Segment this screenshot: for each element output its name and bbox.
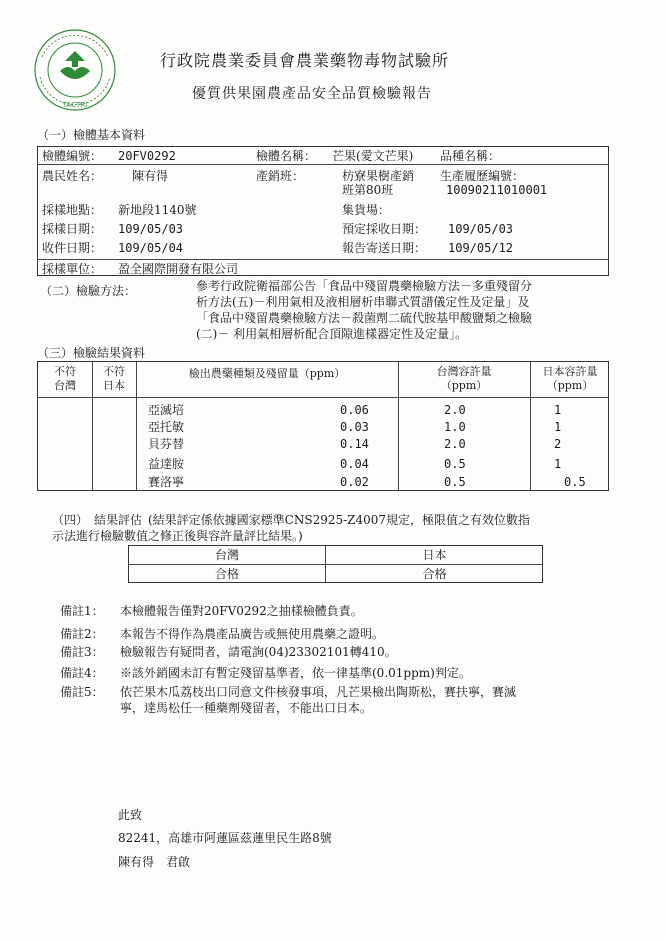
residue-value: 0.14 <box>340 437 369 451</box>
note-text: 本報告不得作為農產品廣告或無使用農藥之證明。 <box>120 627 385 641</box>
tw-limit: 2.0 <box>444 437 466 451</box>
group-line2: 班第80班 <box>342 183 394 197</box>
note-label: 備註2： <box>60 627 104 641</box>
note-label: 備註5： <box>60 685 104 699</box>
jp-limit: 2 <box>554 437 562 451</box>
method-line3: 「食品中殘留農藥檢驗方法－殺菌劑二硫代胺基甲酸鹽類之檢驗 <box>196 311 533 325</box>
jp-limit: 0.5 <box>564 475 586 489</box>
trace-label: 生產履歷編號： <box>440 169 525 183</box>
logo-ring-text: 行政院農業委員會農業藥物毒物試驗所 <box>124 30 141 31</box>
sample-info-table <box>37 146 609 276</box>
evaluation-table <box>128 545 543 583</box>
note-text: ※該外銷國未訂有暫定殘留基準者，依一律基準(0.01ppm)判定。 <box>120 666 471 680</box>
expected-date-label: 預定採收日期： <box>342 222 427 236</box>
col-jp-limit-1: 日本容許量 <box>542 365 598 378</box>
organization-title: 行政院農業委員會農業藥物毒物試驗所 <box>160 51 450 70</box>
sample-no-label: 檢體編號： <box>42 149 103 163</box>
report-title: 優質供果園農產品安全品質檢驗報告 <box>192 86 432 102</box>
method-line1: 參考行政院衛福部公告「食品中殘留農藥檢驗方法－多重殘留分 <box>196 279 533 293</box>
report-date: 109/05/12 <box>448 241 514 255</box>
variety-label: 品種名稱： <box>440 149 501 163</box>
note-text-cont: 寧，達馬松任一種藥劑殘留者，不能出口日本。 <box>120 701 373 715</box>
divider <box>38 259 608 260</box>
received-date: 109/05/04 <box>118 241 184 255</box>
jp-limit: 1 <box>554 403 562 417</box>
report-date-label: 報告寄送日期： <box>342 241 427 255</box>
sampling-unit: 盈全國際開發有限公司 <box>118 262 239 276</box>
location: 新地段1140號 <box>118 203 197 217</box>
tw-limit: 2.0 <box>444 403 466 417</box>
pesticide-name: 亞托敏 <box>148 420 185 434</box>
col-tw-limit-2: （ppm） <box>440 379 488 392</box>
tactri-logo-icon <box>32 27 118 113</box>
group-line1: 枋寮果樹產銷 <box>342 169 415 183</box>
jp-limit: 1 <box>554 457 562 471</box>
col-jp-limit-2: （ppm） <box>546 379 594 392</box>
section4-heading: （四） 結果評估 <box>52 513 143 527</box>
expected-date: 109/05/03 <box>448 222 514 236</box>
note-label: 備註4： <box>60 666 104 680</box>
recipient-address: 82241，高雄市阿蓮區茲蓮里民生路8號 <box>118 831 332 845</box>
farmer-name: 陳有得 <box>132 169 169 183</box>
col-fail-jp-2: 日本 <box>103 379 125 392</box>
sample-name: 芒果(愛文芒果) <box>332 149 414 163</box>
eval-col-japan: 日本 <box>422 548 447 562</box>
location-label: 採樣地點： <box>42 203 103 217</box>
pesticide-name: 貝芬替 <box>148 437 185 451</box>
pesticide-name: 益達胺 <box>148 457 185 471</box>
tw-limit: 0.5 <box>444 475 466 489</box>
results-table <box>37 361 609 491</box>
recipient-name: 陳有得 君啟 <box>118 855 191 869</box>
sample-no: 20FV0292 <box>118 149 176 163</box>
section1-heading: （一）檢體基本資料 <box>37 128 146 142</box>
market-label: 集貨場： <box>342 203 391 217</box>
divider <box>38 164 608 165</box>
residue-value: 0.02 <box>340 475 369 489</box>
col-pesticide: 檢出農藥種類及殘留量（ppm） <box>188 367 346 380</box>
note-text: 本檢體報告僅對20FV0292之抽樣檢體負責。 <box>120 604 363 618</box>
col-fail-tw-2: 台灣 <box>54 379 76 392</box>
eval-col-taiwan: 台灣 <box>214 548 239 562</box>
divider <box>38 397 608 398</box>
col-tw-limit-1: 台灣容許量 <box>436 365 492 378</box>
note-text: 檢驗報告有疑問者，請電詢(04)23302101轉410。 <box>120 645 397 659</box>
evaluation-line2: 示法進行檢驗數值之修正後與容許量評比結果。) <box>52 529 303 543</box>
pesticide-name: 賽洛寧 <box>148 475 185 489</box>
sample-name-label: 檢體名稱： <box>256 149 317 163</box>
tw-limit: 0.5 <box>444 457 466 471</box>
sampling-date-label: 採樣日期： <box>42 222 103 236</box>
jp-limit: 1 <box>554 420 562 434</box>
trace-number: 10090211010001 <box>446 183 548 197</box>
method-line2: 析方法(五)－利用氣相及液相層析串聯式質譜儀定性及定量」及 <box>196 295 530 309</box>
note-label: 備註1： <box>60 604 104 618</box>
col-fail-jp-1: 不符 <box>103 365 125 378</box>
sampling-date: 109/05/03 <box>118 222 184 236</box>
eval-result-taiwan: 合格 <box>214 567 239 581</box>
divider <box>129 564 542 565</box>
residue-value: 0.04 <box>340 457 369 471</box>
col-fail-tw-1: 不符 <box>54 365 76 378</box>
divider <box>136 362 137 490</box>
section3-heading: （三）檢驗結果資料 <box>37 346 146 360</box>
residue-value: 0.06 <box>340 403 369 417</box>
eval-result-japan: 合格 <box>422 567 447 581</box>
residue-value: 0.03 <box>340 420 369 434</box>
section2-heading: （二）檢驗方法： <box>40 284 137 298</box>
note-label: 備註3： <box>60 645 104 659</box>
note-text: 依芒果木瓜荔枝出口同意文件核發事項，凡芒果檢出陶斯松，賽扶寧，賽滅 <box>120 685 517 699</box>
method-line4: (二)－ 利用氣相層析配合頂隙進樣器定性及定量」。 <box>196 327 468 341</box>
group-label: 產銷班： <box>256 169 305 183</box>
logo-abbr: TACTRI <box>62 101 88 109</box>
evaluation-line1: (結果評定係依據國家標準CNS2925-Z4007規定，極限值之有效位數指 <box>148 513 531 527</box>
greeting: 此致 <box>118 808 143 822</box>
pesticide-name: 亞滅培 <box>148 403 185 417</box>
unit-label: 採樣單位： <box>42 262 103 276</box>
received-date-label: 收件日期： <box>42 241 103 255</box>
farmer-label: 農民姓名： <box>42 169 103 183</box>
tw-limit: 1.0 <box>444 420 466 434</box>
